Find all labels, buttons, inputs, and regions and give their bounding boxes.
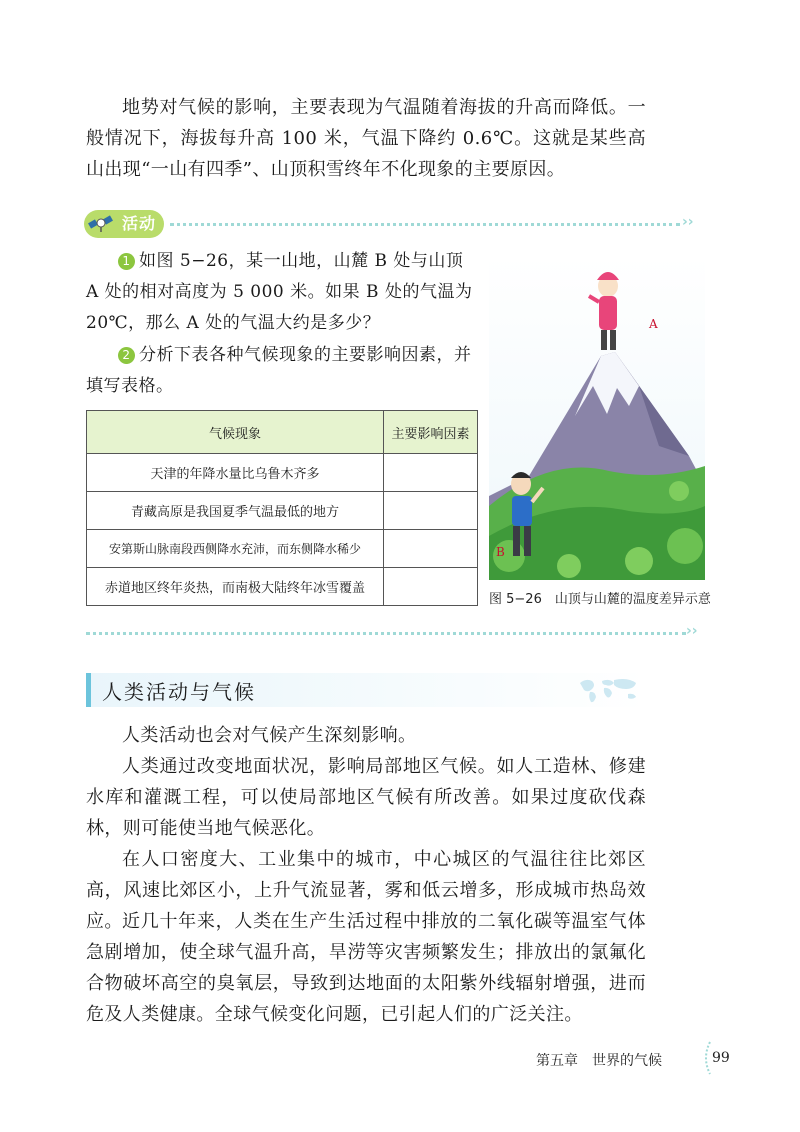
table-cell-phenomenon: 青藏高原是我国夏季气温最低的地方: [87, 492, 384, 530]
double-chevron-icon: ››: [686, 623, 698, 639]
activity-header: [84, 210, 704, 240]
section-paragraph: 近几十年来，人类在生产生活过程中排放的二氧化碳等温室气体急剧增加，使全球气温升高，旱涝等灾害频繁发生；排放出的氯氟化合物破坏高空的臭氧层，导致到达地面的太阳紫外线辐射增强，进而危及人类健康。全球气候变化问题，已引起人们的广泛关注。: [86, 911, 646, 1025]
question-1-text: 如图 5−26，某一山地，山麓 B 处与山顶 A 处的相对高度为 5 000 米。如果 B 处的气温为 20℃，那么 A 处的气温大约是多少？: [86, 251, 473, 333]
question-1: [86, 246, 478, 339]
question-2-text: 分析下表各种气候现象的主要影响因素，并填写表格。: [86, 345, 472, 396]
table-row: [87, 492, 478, 530]
table-cell-phenomenon: 赤道地区终年炎热，而南极大陆终年冰雪覆盖: [87, 568, 384, 606]
page-number: 99: [712, 1050, 730, 1066]
section-paragraph: 人类通过改变地面状况，影响局部地区气候。如人工造林、修建水库和灌溉工程，可以使局部地区气候有所改善。如果过度砍伐森林，则可能使当地气候恶化。: [86, 756, 646, 839]
table-row: [87, 454, 478, 492]
table-header-phenomenon: 气候现象: [87, 411, 384, 454]
section-paragraph: 人类活动也会对气候产生深刻影响。: [122, 725, 417, 746]
label-b: B: [496, 545, 505, 559]
question-2-number: 2: [118, 347, 135, 364]
activity-badge: [84, 210, 164, 238]
table-cell-phenomenon: 天津的年降水量比乌鲁木齐多: [87, 454, 384, 492]
footer-chapter: 第五章 世界的气候: [536, 1053, 662, 1069]
table-header-row: [87, 411, 478, 454]
activity-label: 活动: [121, 214, 156, 233]
satellite-icon: [88, 214, 114, 234]
world-map-icon: [576, 675, 642, 705]
intro-paragraph: 地势对气候的影响，主要表现为气温随着海拔的升高而降低。一般情况下，海拔每升高 100 米，气温下降约 0.6℃。这就是某些高山出现“一山有四季”、山顶积雪终年不化现象的主要原因。: [86, 97, 646, 180]
table-row: [87, 530, 478, 568]
climate-table: [86, 410, 478, 606]
section-accent-bar: [86, 673, 91, 707]
table-cell-factor-input[interactable]: [384, 568, 478, 606]
question-2: [86, 340, 478, 402]
label-a: A: [649, 317, 658, 331]
table-cell-factor-input[interactable]: [384, 492, 478, 530]
section-heading: [86, 673, 646, 707]
figure-caption: 图 5−26 山顶与山麓的温度差异示意: [489, 592, 711, 607]
table-header-factor: 主要影响因素: [384, 411, 478, 454]
double-chevron-icon: ››: [682, 214, 694, 230]
activity-end-divider: [86, 632, 686, 635]
section-title: 人类活动与气候: [102, 680, 256, 704]
table-cell-phenomenon: 安第斯山脉南段西侧降水充沛，而东侧降水稀少: [87, 530, 384, 568]
question-1-number: 1: [118, 253, 135, 270]
table-cell-factor-input[interactable]: [384, 454, 478, 492]
table-cell-factor-input[interactable]: [384, 530, 478, 568]
section-paragraph: 在人口密度大、工业集中的城市，中心城区的气温往往比郊区高，风速比郊区小，上升气流显著，雾和低云增多，形成城市热岛效应。: [86, 849, 646, 932]
mountain-illustration: [489, 256, 705, 580]
divider-dots: [170, 223, 680, 226]
table-row: [87, 568, 478, 606]
